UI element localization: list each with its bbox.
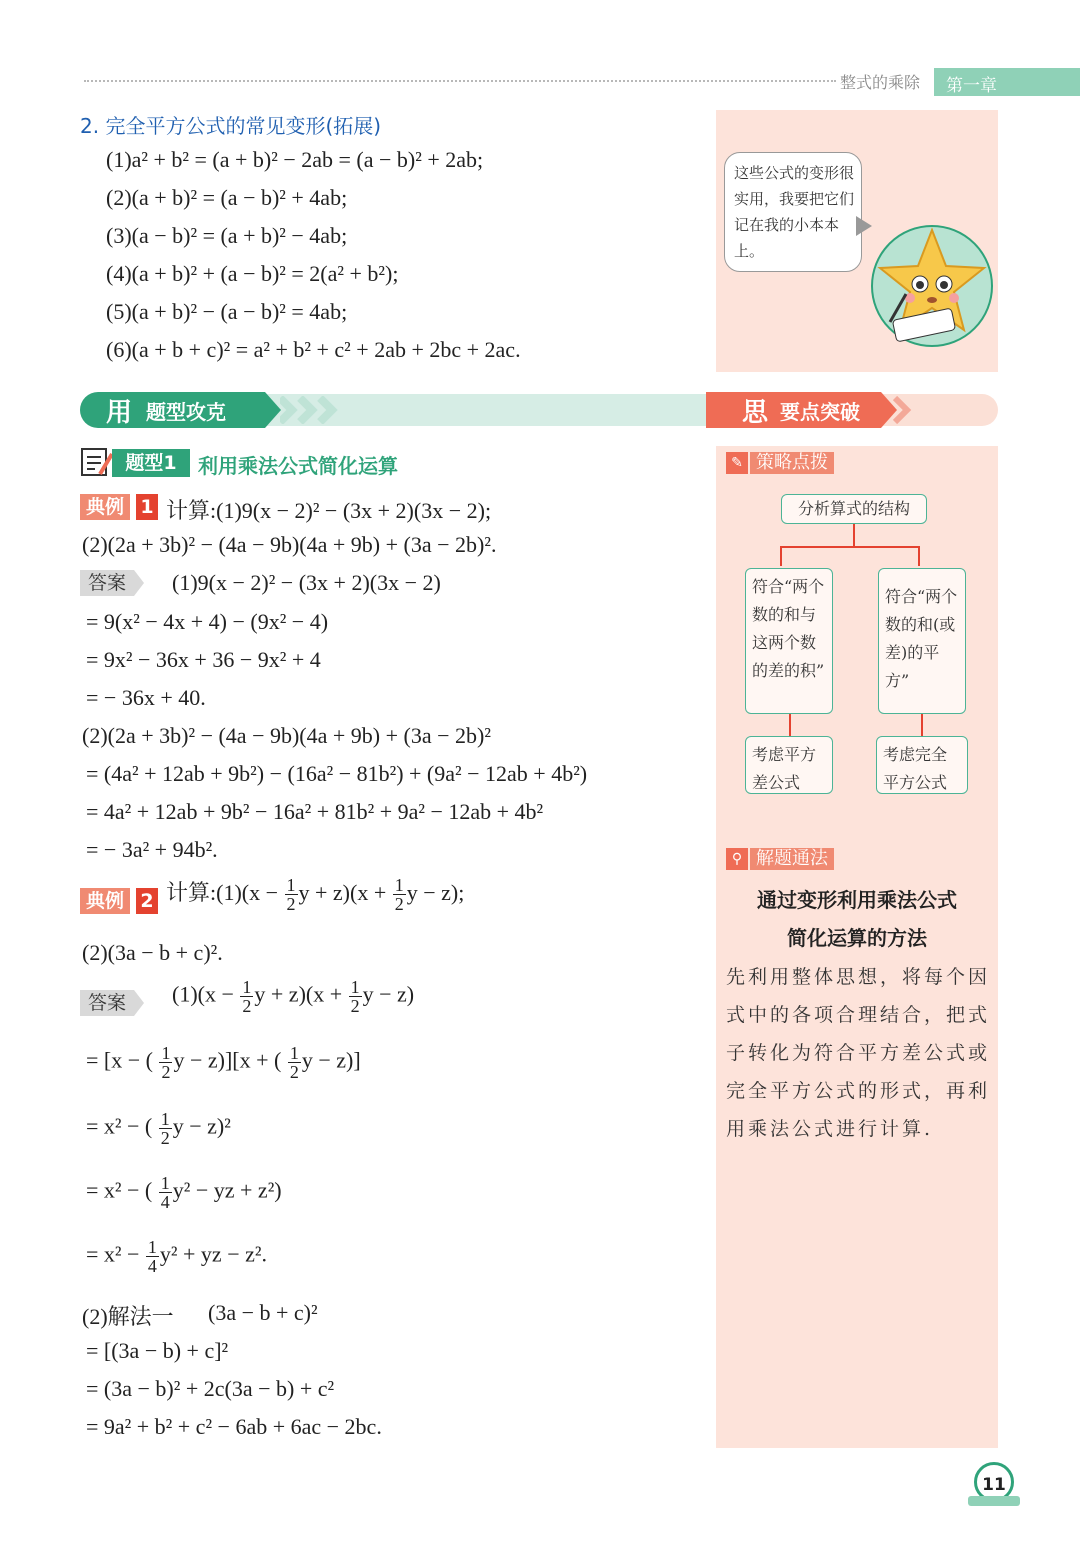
chapter-tab-label: 第一章	[946, 76, 997, 96]
flow-left-result: 考虑平方差公式	[745, 736, 833, 794]
formula-4: (4)(a + b)² + (a − b)² = 2(a² + b²);	[106, 261, 399, 286]
formula-1: (1)a² + b² = (a + b)² − 2ab = (a − b)² + 2ab;	[106, 147, 484, 172]
page-number: 11	[974, 1462, 1014, 1502]
example1-question-1: 计算:(1)9(x − 2)² − (3x + 2)(3x − 2);	[166, 498, 492, 523]
example2-line-1: (1)(x − $\frac{1}{2}$ y + z)(x + $\frac{1}{2}$ y − z)	[172, 977, 415, 1016]
page-number-base	[968, 1496, 1020, 1506]
flow-line	[789, 714, 791, 736]
chapter-title: 整式的乘除	[840, 73, 921, 92]
strategy-icon: ✎	[726, 452, 748, 474]
flow-right-result: 考虑完全平方公式	[876, 736, 968, 794]
method-body: 先利用整体思想，将每个因式中的各项合理结合，把式子转化为符合平方差公式或完全平方公式的形式，再利用乘法公式进行计算.	[726, 966, 991, 1140]
example1-number: 1	[136, 494, 158, 520]
flow-line	[918, 546, 920, 566]
banner-left-icon: 用	[106, 398, 133, 428]
formula-6: (6)(a + b + c)² = a² + b² + c² + 2ab + 2bc + 2ac.	[106, 337, 521, 362]
flow-left-box: 符合“两个数的和与这两个数的差的积”	[745, 568, 833, 714]
answer-tag-arrow	[134, 990, 144, 1016]
flow-line	[780, 546, 920, 548]
example2-method1-line-2: = (3a − b)² + 2c(3a − b) + c²	[86, 1376, 335, 1401]
answer-tag-arrow	[134, 570, 144, 596]
example2-method1-line-1: = [(3a − b) + c]²	[86, 1338, 229, 1363]
type1-badge: 题型1	[112, 449, 190, 477]
chapter-tab	[934, 68, 1080, 96]
example2-line-3: = x² − ( $\frac{1}{2}$ y − z)²	[86, 1109, 231, 1148]
speech-bubble-text: 这些公式的变形很实用，我要把它们记在我的小本本上。	[734, 164, 855, 260]
example2-line-2: = [x − ( $\frac{1}{2}$ y − z)][x + ( $\frac{1}{2}$ y − z)]	[86, 1043, 361, 1082]
example2-method1-label: (2)解法一	[82, 1304, 174, 1329]
example2-answer-tag: 答案	[80, 990, 134, 1016]
example1-line-5: (2)(2a + 3b)² − (4a − 9b)(4a + 9b) + (3a − 2b)²	[82, 723, 491, 748]
method-label: 解题通法	[750, 848, 834, 870]
example1-tag: 典例	[80, 494, 130, 520]
example2-question-1: 计算:(1)(x − $\frac{1}{2}$ y + z)(x + $\frac{1}{2}$ y − z);	[166, 875, 465, 915]
example1-line-3: = 9x² − 36x + 36 − 9x² + 4	[86, 647, 321, 672]
type1-title: 利用乘法公式简化运算	[198, 454, 398, 478]
example1-line-1: (1)9(x − 2)² − (3x + 2)(3x − 2)	[172, 570, 441, 595]
example2-tag: 典例	[80, 888, 130, 914]
formula-3: (3)(a − b)² = (a + b)² − 4ab;	[106, 223, 348, 248]
example1-line-2: = 9(x² − 4x + 4) − (9x² − 4)	[86, 609, 329, 634]
example2-line-4: = x² − ( $\frac{1}{4}$ y² − yz + z²)	[86, 1173, 282, 1212]
example1-line-4: = − 36x + 40.	[86, 685, 206, 710]
flow-right-box: 符合“两个数的和(或差)的平方”	[878, 568, 966, 714]
notebook-icon	[80, 446, 114, 478]
banner-left-title: 题型攻克	[146, 400, 226, 424]
example1-line-7: = 4a² + 12ab + 9b² − 16a² + 81b² + 9a² − 12ab + 4b²	[86, 799, 544, 824]
example1-line-6: = (4a² + 12ab + 9b²) − (16a² − 81b²) + (9a² − 12ab + 4b²)	[86, 761, 588, 786]
banner-right-title: 要点突破	[780, 400, 860, 424]
example1-line-8: = − 3a² + 94b².	[86, 837, 218, 862]
flow-top-box: 分析算式的结构	[781, 494, 927, 524]
star-mascot-icon	[866, 222, 994, 348]
method-heading-2: 简化运算的方法	[787, 926, 927, 950]
strategy-label: 策略点拨	[750, 452, 834, 474]
example2-method1-line-3: = 9a² + b² + c² − 6ab + 6ac − 2bc.	[86, 1414, 382, 1439]
section-title: 2. 完全平方公式的常见变形(拓展)	[80, 114, 382, 138]
example2-method1-expr: (3a − b + c)²	[208, 1300, 318, 1325]
example2-line-5: = x² − $\frac{1}{4}$ y² + yz − z².	[86, 1237, 267, 1276]
header-divider	[84, 80, 836, 82]
formula-2: (2)(a + b)² = (a − b)² + 4ab;	[106, 185, 348, 210]
example1-answer-tag: 答案	[80, 570, 134, 596]
method-icon: ⚲	[726, 848, 748, 870]
banner-right-icon: 思	[742, 398, 769, 428]
formula-5: (5)(a + b)² − (a − b)² = 4ab;	[106, 299, 348, 324]
example2-number: 2	[136, 888, 158, 914]
banner-right-chevron	[893, 396, 913, 424]
flow-line	[780, 546, 782, 566]
example2-question-2: (2)(3a − b + c)².	[82, 940, 223, 965]
banner-left-chevrons	[280, 396, 700, 424]
banner-left-arrow	[265, 392, 281, 428]
flow-line	[853, 524, 855, 546]
flow-line	[921, 714, 923, 736]
method-heading-1: 通过变形利用乘法公式	[757, 888, 957, 912]
example1-question-2: (2)(2a + 3b)² − (4a − 9b)(4a + 9b) + (3a − 2b)².	[82, 532, 497, 557]
